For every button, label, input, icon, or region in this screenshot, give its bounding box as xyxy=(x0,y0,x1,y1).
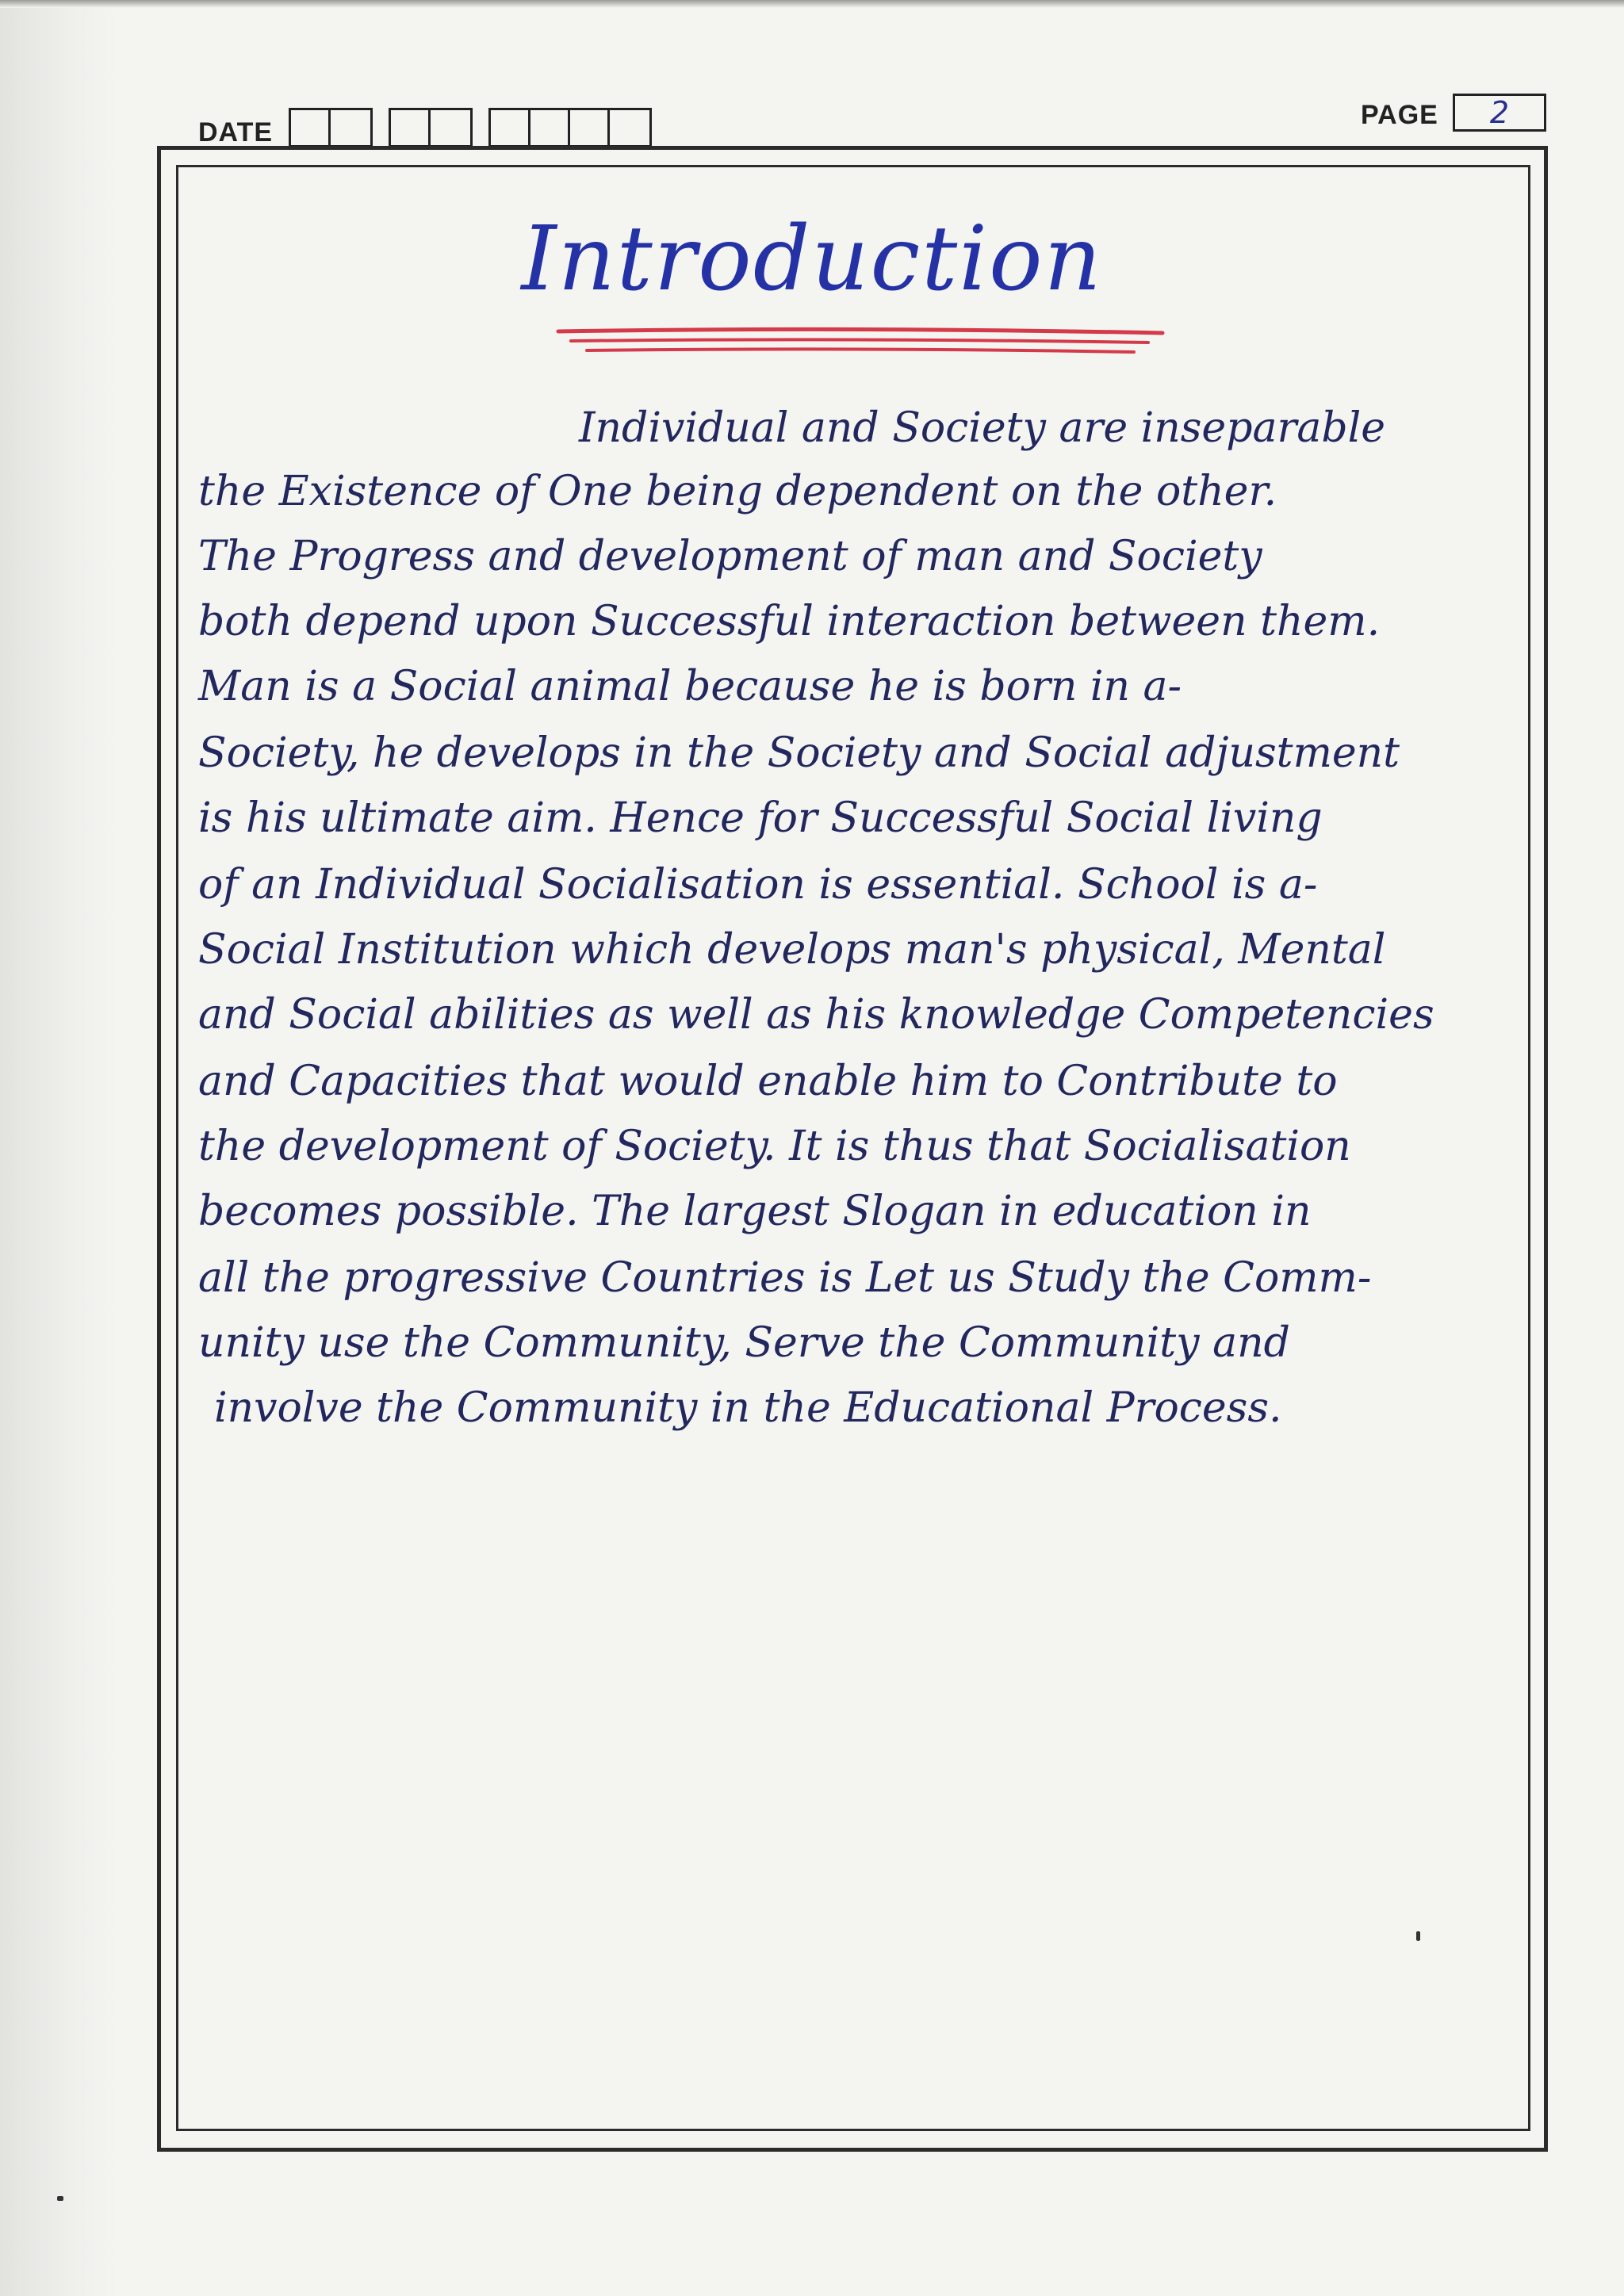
body-line: of an Individual Socialisation is essential. School is a- xyxy=(198,861,1318,909)
body-line: Social Institution which develops man's physical, Mental xyxy=(198,926,1386,974)
body-line: and Social abilities as well as his knowledge Competencies xyxy=(198,991,1434,1039)
scan-mark xyxy=(57,2196,63,2201)
date-label: DATE xyxy=(198,117,274,147)
date-month-boxes xyxy=(389,108,473,147)
date-cell xyxy=(570,110,610,145)
body-line: unity use the Community, Serve the Community and xyxy=(198,1319,1290,1367)
scan-mark xyxy=(1416,1931,1420,1941)
body-line: the Existence of One being dependent on the other. xyxy=(198,468,1277,515)
page-number: 2 xyxy=(1453,94,1546,132)
body-line: Individual and Society are inseparable xyxy=(579,404,1386,452)
date-cell xyxy=(530,110,570,145)
page-title: Introduction xyxy=(521,208,1103,311)
body-line: the development of Society. It is thus that Socialisation xyxy=(198,1123,1351,1170)
date-year-boxes xyxy=(488,108,652,147)
date-day-boxes xyxy=(289,108,373,147)
date-cell xyxy=(431,110,470,145)
body-line: Society, he develops in the Society and Social adjustment xyxy=(198,729,1400,777)
date-cell xyxy=(610,110,649,145)
body-line: both depend upon Successful interaction between them. xyxy=(198,598,1381,645)
body-line: becomes possible. The largest Slogan in education in xyxy=(198,1188,1312,1235)
date-boxes xyxy=(289,108,652,147)
body-line: The Progress and development of man and Society xyxy=(198,533,1262,580)
page-binding-shadow xyxy=(0,0,119,2296)
date-cell xyxy=(331,110,370,145)
date-cell xyxy=(291,110,331,145)
body-line: involve the Community in the Educational Process. xyxy=(214,1384,1282,1432)
title-underline xyxy=(555,325,1166,365)
body-line: and Capacities that would enable him to Contribute to xyxy=(198,1058,1338,1105)
body-line: all the progressive Countries is Let us Study the Comm- xyxy=(198,1254,1372,1302)
body-line: is his ultimate aim. Hence for Successful Social living xyxy=(198,794,1323,842)
page-top-edge xyxy=(0,0,1624,8)
date-cell xyxy=(491,110,530,145)
body-line: Man is a Social animal because he is born in a- xyxy=(198,663,1182,710)
page-label: PAGE xyxy=(1361,100,1438,130)
date-cell xyxy=(391,110,431,145)
